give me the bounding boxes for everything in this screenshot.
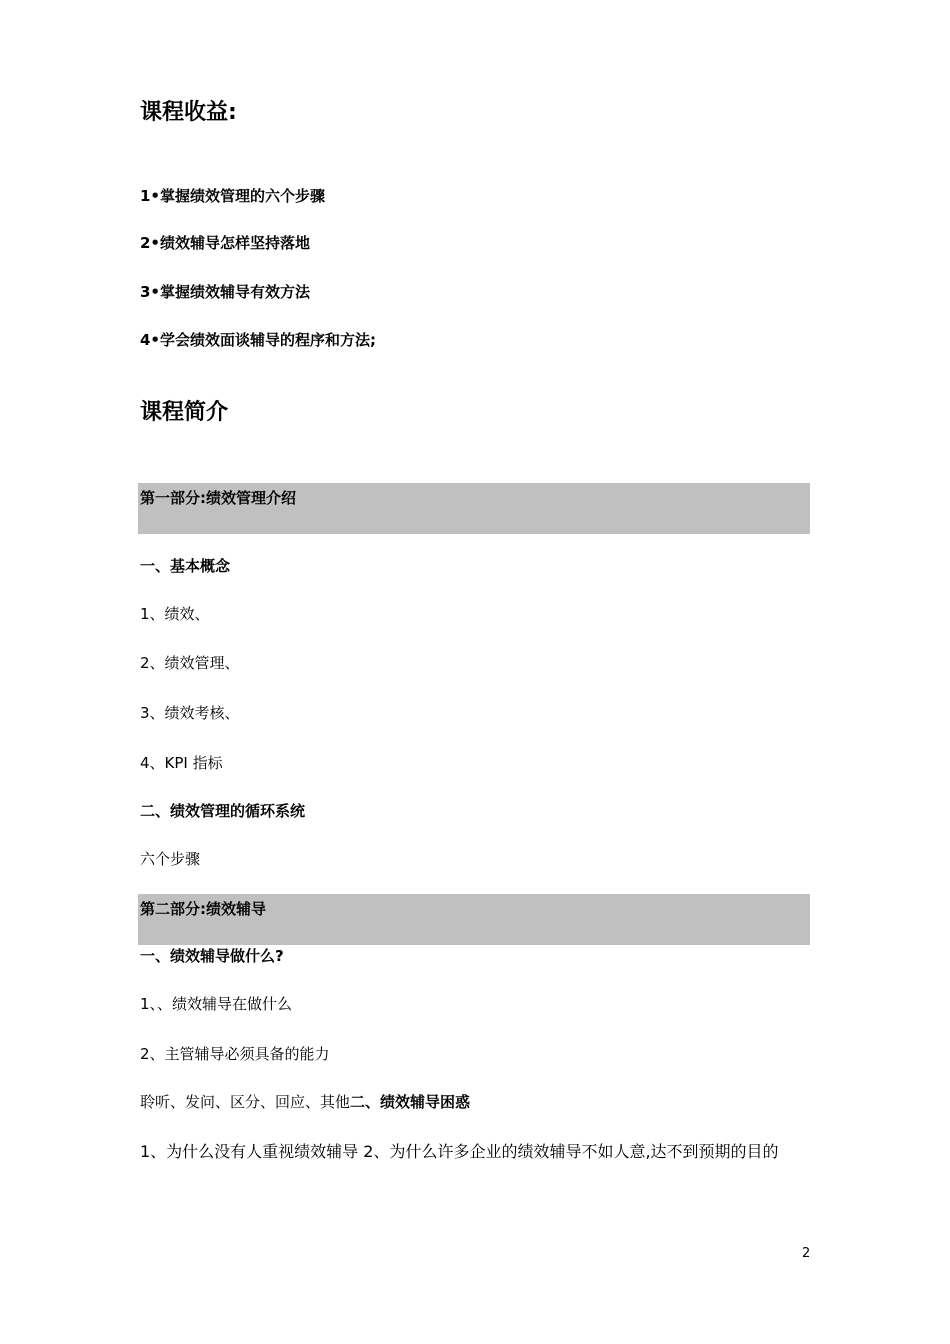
concept-item: 4、KPI 指标 [140,754,223,772]
part1-title: 第一部分:绩效管理介绍 [140,489,296,507]
concept-item: 2、绩效管理、 [140,654,240,672]
part1-section1-heading: 一、基本概念 [140,557,231,575]
coaching-item: 1、、绩效辅导在做什么 [140,995,293,1013]
benefit-item: 2•绩效辅导怎样坚持落地 [140,234,311,252]
part2-section2-heading: 二、绩效辅导困惑 [350,1093,471,1111]
benefit-item: 3•掌握绩效辅导有效方法 [140,283,311,301]
benefit-item: 4•学会绩效面谈辅导的程序和方法; [140,331,377,349]
part2-title: 第二部分:绩效辅导 [140,900,266,918]
benefit-item: 1•掌握绩效管理的六个步骤 [140,187,326,205]
part1-section2-heading: 二、绩效管理的循环系统 [140,802,306,820]
concept-item: 3、绩效考核、 [140,704,240,722]
concept-item: 1、绩效、 [140,605,210,623]
intro-heading: 课程简介 [140,400,229,425]
benefits-heading: 课程收益: [140,100,237,125]
skills-text: 聆听、发问、区分、回应、其他 [140,1093,351,1111]
steps-text: 六个步骤 [140,850,201,868]
part2-section1-heading: 一、绩效辅导做什么? [140,947,284,965]
skills-line [140,1093,470,1111]
confusion-paragraph: 1、为什么没有人重视绩效辅导 2、为什么许多企业的绩效辅导不如人意,达不到预期的目的 [140,1142,779,1161]
page-number: 2 [802,1246,811,1261]
part2-bar [138,894,810,945]
part1-bar [138,483,810,534]
coaching-item: 2、主管辅导必须具备的能力 [140,1045,330,1063]
